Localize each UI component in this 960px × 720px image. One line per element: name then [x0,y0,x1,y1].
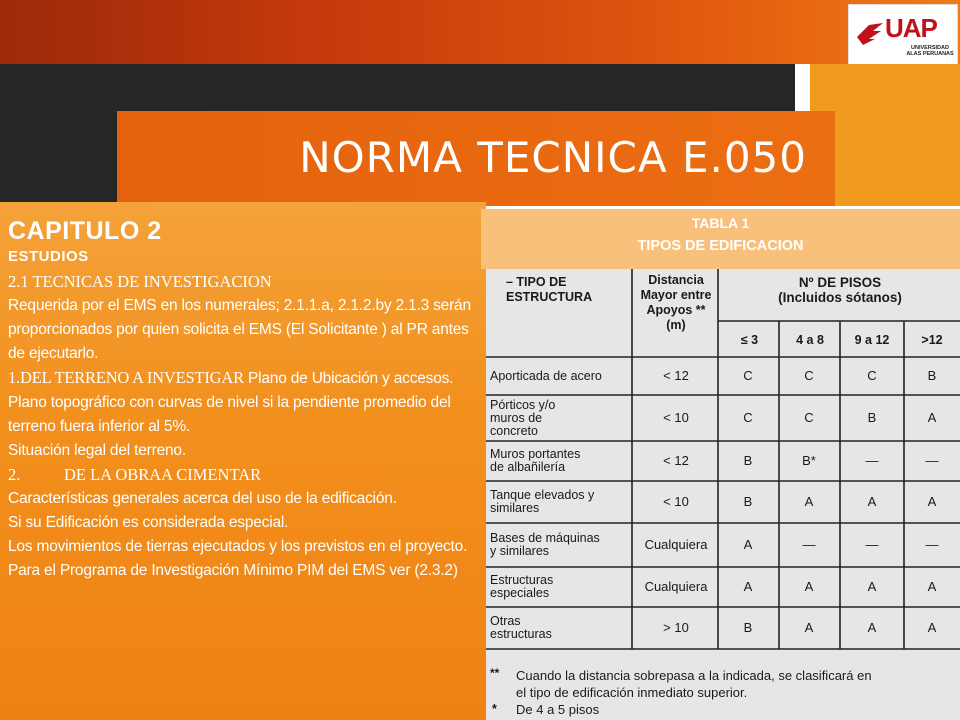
scanned-table [486,269,960,720]
table-cell-type: B [743,494,753,509]
header-tipo-estructura: – TIPO DE ESTRUCTURA [506,275,593,304]
table-cell-type: A [743,579,753,594]
note-mark-2: * [492,702,497,716]
heading-terreno: 1.DEL TERRENO A INVESTIGAR Plano de Ubicación y accesos. [8,368,454,387]
header-distancia: Distancia Mayor entre Apoyos ** (m) [640,273,712,332]
table-row-name: Tanque elevados y similares [490,488,595,515]
table-cell-type: B [867,410,877,425]
logo-subtitle: UNIVERSIDAD ALAS PERUANAS [906,45,954,57]
paragraph-5: Si su Edificación es considerada especial. [8,514,289,531]
header-numero-pisos: Nº DE PISOS (Incluidos sótanos) [778,275,902,305]
table-cell-type: A [743,537,753,552]
table-cell-type: — [865,453,879,468]
heading-obra: 2. DE LA OBRAA CIMENTAR [8,465,262,484]
table-cell-type: — [802,537,816,552]
chapter-title: CAPITULO 2 [8,217,162,245]
table-cell-type: C [804,410,814,425]
table-cell-type: C [804,368,814,383]
table-cell-type: B* [802,453,816,468]
table-cell-type: C [743,368,753,383]
table-row-name: Otras estructuras [490,614,552,641]
content-panel [0,202,486,720]
table-cell-type: B [743,620,753,635]
table-cell-type: A [867,494,877,509]
paragraph-6: Los movimientos de tierras ejecutados y los previstos en el proyecto. [8,538,468,555]
logo-text: UAP [885,13,937,43]
subheader-3: 9 a 12 [854,333,890,347]
paragraph-2: Plano topográfico con curvas de nivel si la pendiente promedio del terreno fuera inferior al 5%. [8,394,451,435]
table-cell-type: — [865,537,879,552]
title-box [117,111,835,206]
table-row-name: Pórticos y/o muros de concreto [490,397,556,438]
table-caption-line2: TIPOS DE EDIFICACION [637,238,804,254]
table-row-name: Bases de máquinas y similares [490,531,600,558]
table-cell-type: A [927,410,937,425]
table-cell-distance: < 12 [663,368,689,383]
paragraph-4: Características generales acerca del uso de la edificación. [8,490,397,507]
table-cell-type: A [804,620,814,635]
table-cell-type: A [927,494,937,509]
note-2: De 4 a 5 pisos [516,702,600,717]
table-cell-type: B [927,368,937,383]
table-cell-type: A [867,620,877,635]
table-cell-distance: < 10 [663,494,689,509]
table-cell-type: A [804,494,814,509]
paragraph-1: Requerida por el EMS en los numerales; 2.1.1.a, 2.1.2.by 2.1.3 serán proporcionados por quien solicita el EMS (El Solicitante ) al PR antes de ejecutarlo. [8,297,471,362]
subheader-2: 4 a 8 [796,333,824,347]
wing-logo-icon [855,19,885,47]
table-cell-type: A [927,620,937,635]
table-row-name: Muros portantes de albañilería [490,447,581,474]
table-cell-type: — [925,537,939,552]
table-row-name: Aporticada de acero [490,368,602,383]
top-banner [0,0,960,64]
table-cell-type: A [804,579,814,594]
table-cell-type: A [927,579,937,594]
table-cell-distance: Cualquiera [644,537,708,552]
table-caption [481,209,960,269]
table-cell-distance: Cualquiera [644,579,708,594]
subheader-4: >12 [921,333,943,347]
note-1: Cuando la distancia sobrepasa a la indicada, se clasificará en el tipo de edificación inmediato superior. [516,668,872,700]
subsection-heading: 2.1 TECNICAS DE INVESTIGACION [8,272,272,291]
table-cell-distance: < 10 [663,410,689,425]
table-cell-distance: > 10 [663,620,689,635]
page-title: NORMA TECNICA E.050 [299,133,807,182]
table-cell-distance: < 12 [663,453,689,468]
uap-logo [848,4,958,66]
table-row-name: Estructuras especiales [490,573,554,600]
table-cell-type: C [867,368,877,383]
table-cell-type: B [743,453,753,468]
table-cell-type: C [743,410,753,425]
table-cell-type: A [867,579,877,594]
paragraph-3: Situación legal del terreno. [8,442,186,459]
note-mark-1: ** [490,666,500,680]
table-cell-type: — [925,453,939,468]
table-caption-line1: TABLA 1 [691,215,750,231]
section-title: ESTUDIOS [8,248,89,265]
subheader-1: ≤ 3 [740,333,759,347]
paragraph-7: Para el Programa de Investigación Mínimo PIM del EMS ver (2.3.2) [8,562,458,579]
